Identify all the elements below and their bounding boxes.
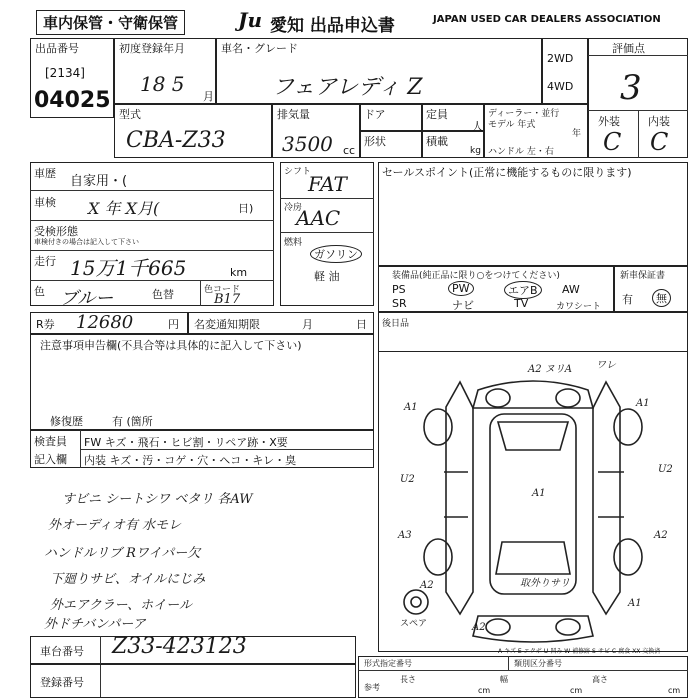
equip-pw: PW [448,281,474,296]
sales-point-label: セールスポイント(正常に機能するものに限ります) [382,166,632,179]
repair-history-value: 有 (箇所 [112,415,153,428]
shape-label: 形状 [364,135,386,148]
height-unit: cm [668,686,681,695]
shift-value: FAT [308,172,347,196]
car-name-label: 車名・グレード [221,42,298,55]
equip-power-seat: カワシート [556,302,602,312]
damage-legend: A-キズ E-エクボ U-凹み W-補修跡 S-サビ C-腐食 XX-交換済 [498,648,661,655]
fuel-label: 燃料 [284,238,303,248]
registration-label: 登録番号 [40,676,84,689]
capacity-label: 定員 [426,108,448,121]
width-label: 幅 [500,675,508,684]
interior-grade: C [650,128,669,156]
damage-mark-8: A3 [398,530,412,541]
deadline-month: 月 [302,318,313,331]
damage-mark-4: A1 [636,398,650,409]
equip-ps: PS [392,283,406,296]
record-label: 記入欄 [34,453,67,466]
chassis-label: 車台番号 [40,645,84,658]
displacement-unit: cc [343,144,356,157]
equip-aw: AW [562,283,580,296]
inspector-label: 検査員 [34,435,67,448]
damage-mark-7: A1 [532,488,546,499]
first-reg-label: 初度登録年月 [119,42,185,55]
note-line-3: ハンドルリブ Rワイパー欠 [44,546,201,561]
spare-label: スペア [400,619,428,629]
color-change-label: 色替 [152,288,174,301]
warranty-no: 無 [652,289,671,307]
damage-mark-13: A2 [472,622,486,633]
history-value: 自家用・( [70,174,128,189]
damage-mark-3: A1 [404,402,418,413]
shift-label: シフト [284,167,312,177]
capacity-unit: 人 [472,120,483,133]
inspection-label: 車検 [34,196,56,209]
first-reg-unit: 月 [203,90,214,103]
damage-mark-11: 取外りサリ [520,578,570,589]
drive-2wd: 2WD [547,52,574,65]
warranty-yes: 有 [622,293,633,306]
rear-items-box [378,312,688,352]
cooler-value: AAC [296,206,341,230]
association-name: JAPAN USED CAR DEALERS ASSOCIATION [433,14,661,25]
ju-logo: Ju [238,8,263,32]
exterior-label: 外装 [598,115,620,128]
notes-label: 注意事項申告欄(不具合等は具体的に記入して下さい) [40,339,302,352]
fuel-gasoline: ガソリン [310,245,362,263]
load-unit: kg [470,146,481,156]
receive-note: 車検付きの場合は記入して下さい [34,238,139,246]
car-name-value: フェアレディ Z [272,75,423,100]
rating-value: 3 [620,68,642,108]
note-line-4: 下廻りサビ、オイルにじみ [50,572,206,587]
history-label: 車歴 [34,167,56,180]
model-label: 型式 [119,108,141,121]
note-line-1: すビニ シートシワ ベタリ 各AW [62,492,253,507]
damage-mark-2: ワレ [596,360,616,371]
color-label: 色 [34,285,45,298]
damage-mark-10: A2 [420,580,434,591]
receive-label: 受検形態 [34,225,78,238]
repair-history-label: 修復歴 [50,415,83,428]
damage-mark-1: A2 ヌリA [528,364,572,375]
recycle-value: 12680 [76,312,134,333]
length-label: 長さ [400,675,416,684]
year-unit: 年 [572,129,582,139]
lot-label: 出品番号 [35,42,79,55]
rating-label: 評価点 [612,42,645,55]
note-line-6: 外ドチバンパーア [44,617,146,632]
displacement-label: 排気量 [277,108,310,121]
recycle-label: R券 [36,318,55,331]
color-code-value: B17 [214,292,241,307]
form-title: 愛知 出品申込書 [270,16,395,36]
damage-mark-12: A1 [628,598,642,609]
exterior-grade: C [603,128,622,156]
recycle-unit: 円 [168,318,179,331]
check-windshield: FW キズ・飛石・ヒビ割・リペア跡・X要 [84,436,288,449]
equip-airbag: エアB [504,281,542,299]
damage-mark-5: U2 [400,474,415,485]
model-value: CBA-Z33 [126,128,226,153]
storage-title: 車内保管・守衛保管 [36,10,185,35]
length-unit: cm [478,686,491,695]
equip-tv: TV [514,297,529,310]
first-reg-value: 18 5 [140,72,185,96]
chassis-value: Z33-423123 [112,634,247,659]
displacement-value: 3500 [282,132,333,156]
rear-items-label: 後日品 [382,319,410,329]
equip-navi: ナビ [452,299,474,312]
equipment-label: 装備品(純正品に限り○をつけてください) [392,271,560,281]
deadline-label: 名変通知期限 [194,318,260,331]
inspection-value: X 年 X月( [88,199,160,218]
damage-mark-6: U2 [658,464,673,475]
ref-label: 参考 [364,683,380,692]
drive-4wd: 4WD [547,80,574,93]
dealer-label: ディーラー・並行 [488,109,560,119]
inspection-unit: 日) [238,202,254,215]
equip-sr: SR [392,297,407,310]
height-label: 高さ [592,675,608,684]
load-label: 積載 [426,135,448,148]
note-line-5: 外エアクラー、ホイール [50,598,192,613]
color-value: ブルー [60,288,114,309]
width-unit: cm [570,686,583,695]
mileage-label: 走行 [34,255,56,268]
damage-mark-9: A2 [654,530,668,541]
note-line-2: 外オーディオ有 水モレ [48,518,182,533]
interior-label: 内装 [648,115,670,128]
handle-label: ハンドル 左・右 [488,147,554,157]
lot-number: 04025 [34,88,111,113]
mileage-unit: km [230,266,248,279]
door-label: ドア [364,108,386,121]
category-label: 類別区分番号 [514,659,562,668]
lot-sub-number: [2134] [45,66,85,80]
deadline-day: 日 [356,318,367,331]
color-code-label: 色コード [204,285,241,295]
drive-box [542,38,588,104]
model-year-label: モデル 年式 [488,120,536,130]
type-spec-label: 形式指定番号 [364,659,412,668]
fuel-diesel: 軽 油 [314,270,340,283]
mileage-value: 15万1千665 [70,256,187,280]
cooler-label: 冷房 [284,203,303,213]
check-interior: 内装 キズ・汚・コゲ・穴・ヘコ・キレ・臭 [84,454,297,467]
warranty-label: 新車保証書 [620,271,666,281]
